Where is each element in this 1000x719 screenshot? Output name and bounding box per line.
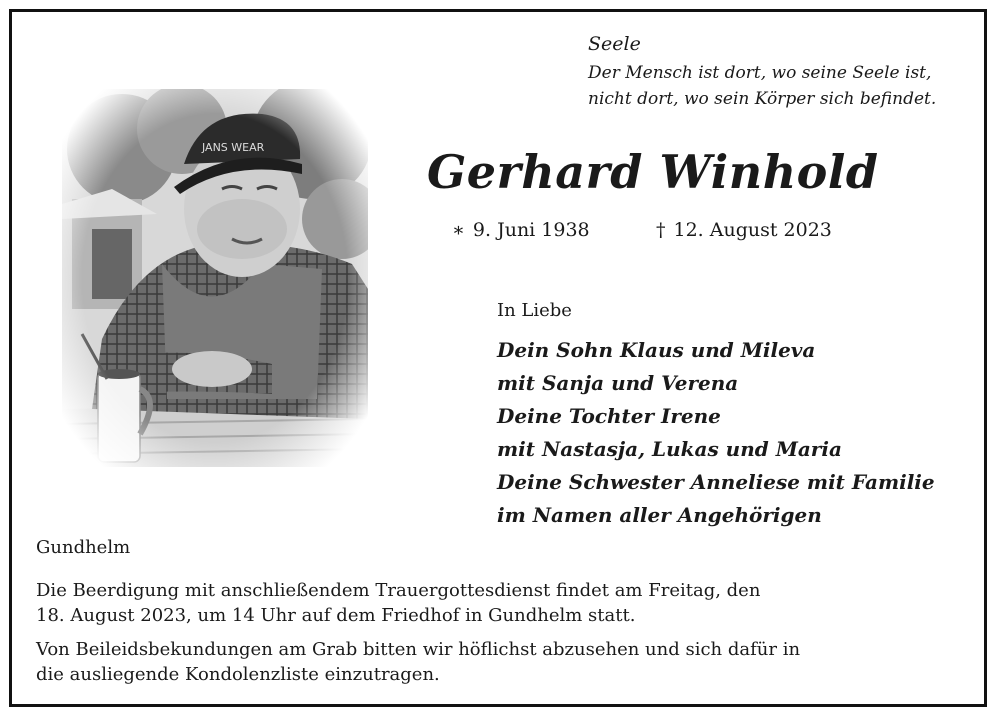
mourner-line: Deine Schwester Anneliese mit Familie — [497, 470, 935, 494]
funeral-notice-line-1: Die Beerdigung mit anschließendem Trauergottesdienst findet am Freitag, den — [36, 580, 761, 601]
poem-line-2: nicht dort, wo sein Körper sich befindet. — [588, 89, 937, 109]
mourners-intro: In Liebe — [497, 300, 572, 321]
death-date-line — [656, 219, 832, 241]
mourner-line: Dein Sohn Klaus und Mileva — [497, 338, 816, 362]
mourner-line: im Namen aller Angehörigen — [497, 503, 822, 527]
mourner-line: mit Nastasja, Lukas und Maria — [497, 437, 842, 461]
birth-star-icon: ∗ — [452, 219, 465, 241]
funeral-notice-line-2: 18. August 2023, um 14 Uhr auf dem Friedhof in Gundhelm statt. — [36, 605, 636, 626]
mourner-line: mit Sanja und Verena — [497, 371, 739, 395]
birth-date-line — [452, 219, 590, 241]
poem-title: Seele — [588, 33, 641, 55]
death-date: 12. August 2023 — [673, 219, 832, 241]
condolence-notice-line-2: die ausliegende Kondolenzliste einzutragen. — [36, 664, 440, 685]
condolence-notice — [36, 637, 936, 687]
deceased-name: Gerhard Winhold — [427, 145, 879, 199]
place-name: Gundhelm — [36, 537, 131, 558]
funeral-notice — [36, 578, 936, 628]
mourner-line: Deine Tochter Irene — [497, 404, 721, 428]
portrait-photo — [62, 89, 368, 467]
poem-line-1: Der Mensch ist dort, wo seine Seele ist, — [588, 63, 932, 83]
condolence-notice-line-1: Von Beileidsbekundungen am Grab bitten wir höflichst abzusehen und sich dafür in — [36, 639, 801, 660]
birth-date: 9. Juni 1938 — [472, 219, 590, 241]
death-cross-icon: † — [656, 219, 666, 241]
